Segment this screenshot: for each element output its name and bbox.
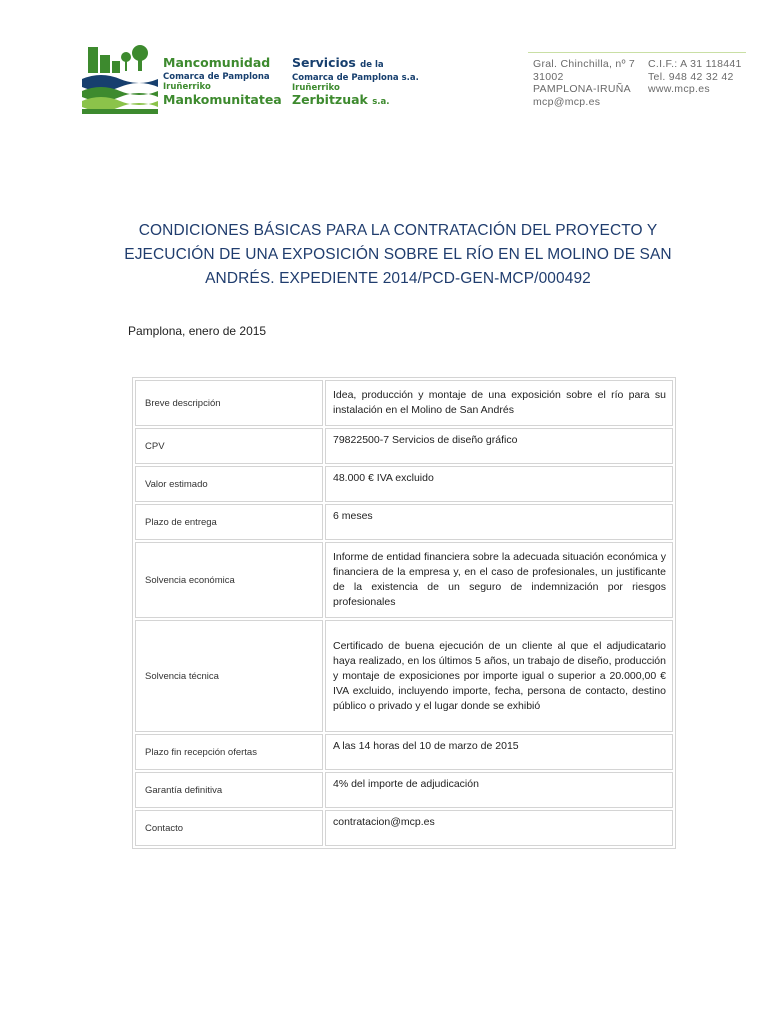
contact-email[interactable]: mcp@mcp.es [533,95,601,108]
page-title: CONDICIONES BÁSICAS PARA LA CONTRATACIÓN DEL PROYECTO Y EJECUCIÓN DE UNA EXPOSICIÓN SOBRE EL RÍO EN EL MOLINO DE SAN ANDRÉS. EXPEDIENTE 2014/PCD-GEN-MCP/000492 [124,222,672,287]
mancomunidad-brand [163,56,282,107]
row-label: CPV [135,428,323,464]
row-label: Breve descripción [135,380,323,426]
org2-sub: Comarca de Pamplona s.a. [292,72,419,83]
row-label: Plazo de entrega [135,504,323,540]
contact-postcode: 31002 [533,70,564,83]
contact-email-value[interactable]: contratacion@mcp.es [325,810,673,846]
table-row [135,428,673,464]
servicios-brand [292,56,419,108]
conditions-table [132,377,676,849]
row-value: Certificado de buena ejecución de un cliente al que el adjudicatario haya realizado, en los últimos 5 años, un trabajo de diseño, producción y montaje de exposiciones por importe igual o superior a 20.000,00 € IVA excluido, incluyendo importe, fecha, persona de contacto, destino público o privado y el lugar donde se exhibió [325,620,673,732]
org1-basque-small: Iruñerriko [163,82,211,93]
org2-basque-suffix: s.a. [372,97,390,108]
row-value: Idea, producción y montaje de una exposición sobre el río para su instalación en el Molino de San Andrés [325,380,673,426]
table-row [135,380,673,426]
org1-basque-big: Mankomunitatea [163,91,282,107]
contact-id-block [648,58,742,96]
row-value: Informe de entidad financiera sobre la adecuada situación económica y financiera de la empresa y, en el caso de profesionales, un justificante de la existencia de un seguro de indemnización por riesgos profesionales [325,542,673,618]
org1-name: Mancomunidad [163,55,271,70]
contact-street: Gral. Chinchilla, nº 7 [533,58,636,70]
contact-city: PAMPLONA-IRUÑA [533,83,631,95]
row-label: Valor estimado [135,466,323,502]
row-value: 6 meses [325,504,673,540]
mancomunidad-logo-icon [82,43,158,115]
table-row [135,542,673,618]
table-row [135,734,673,770]
table-row [135,620,673,732]
table-row [135,772,673,808]
row-label: Contacto [135,810,323,846]
row-value: 79822500-7 Servicios de diseño gráfico [325,428,673,464]
org2-name: Servicios [292,55,356,70]
row-value: 48.000 € IVA excluido [325,466,673,502]
row-value: A las 14 horas del 10 de marzo de 2015 [325,734,673,770]
org2-basque-small: Iruñerriko [292,82,340,93]
contact-address-block [533,58,635,108]
org1-sub: Comarca de Pamplona [163,72,270,83]
org2-basque-big: Zerbitzuak [292,92,368,108]
row-value: 4% del importe de adjudicación [325,772,673,808]
row-label: Plazo fin recepción ofertas [135,734,323,770]
contact-phone: Tel. 948 42 32 42 [648,70,734,83]
contact-cif: C.I.F.: A 31 118441 [648,58,742,70]
contact-website[interactable]: www.mcp.es [648,83,710,95]
header-divider [528,52,746,53]
row-label: Solvencia económica [135,542,323,618]
row-label: Garantía definitiva [135,772,323,808]
org2-name-de: de la [360,60,384,70]
table-row [135,504,673,540]
place-date: Pamplona, enero de 2015 [128,324,267,338]
table-row [135,466,673,502]
table-row [135,810,673,846]
row-label: Solvencia técnica [135,620,323,732]
